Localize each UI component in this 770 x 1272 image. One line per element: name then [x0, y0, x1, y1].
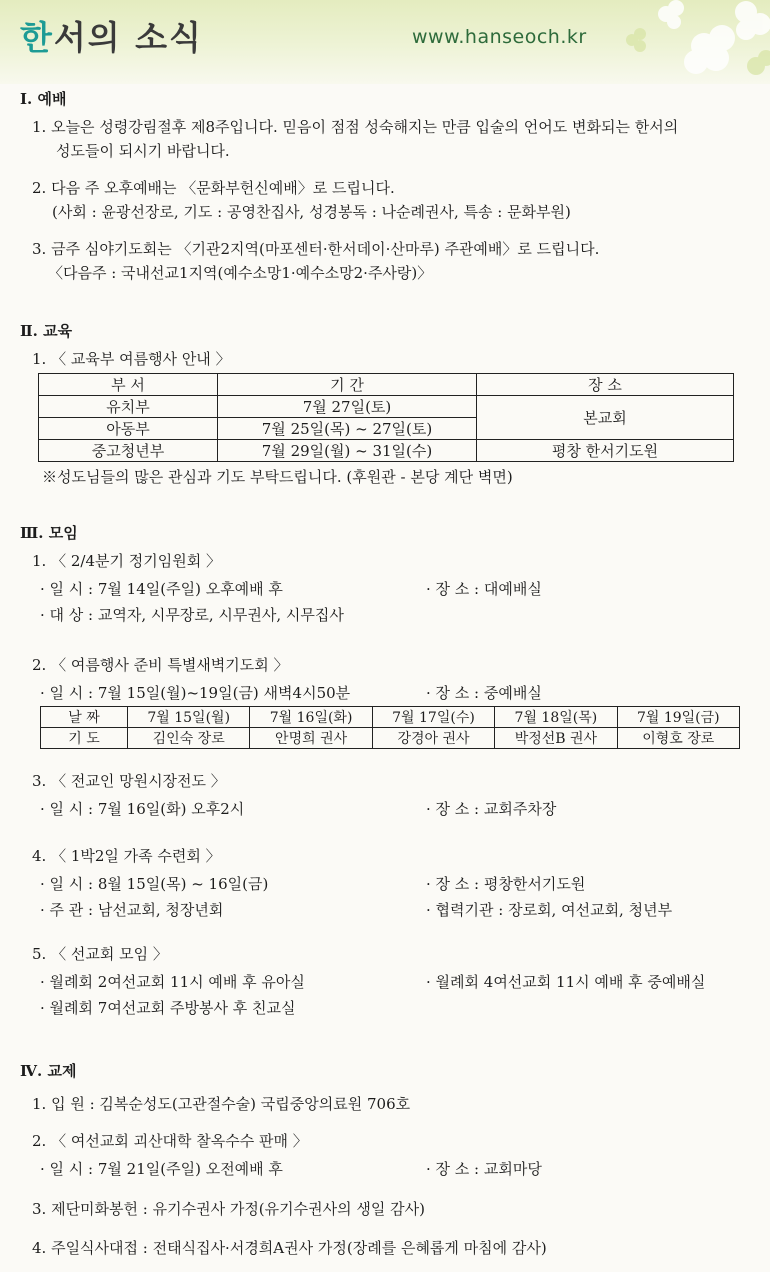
- page-header: [0, 0, 770, 84]
- leader-cell: 안명희 권사: [250, 728, 372, 749]
- meeting-1-place: · 장 소 : 대예배실: [426, 580, 542, 598]
- education-item-1: 1. 〈 교육부 여름행사 안내 〉: [32, 350, 231, 368]
- header-place: 장 소: [477, 374, 734, 396]
- fellowship-item-4: 4. 주일식사대접 : 전태식집사·서경희A권사 가정(장례를 은혜롭게 마침에 감사): [32, 1239, 547, 1257]
- row-place-merged: 본교회: [477, 396, 734, 440]
- worship-item-2-line-2: (사회 : 윤광선장로, 기도 : 공영찬집사, 성경봉독 : 나순례권사, 특송 : 문화부원): [52, 203, 571, 221]
- education-note: ※성도님들의 많은 관심과 기도 부탁드립니다. (후원관 - 본당 계단 벽면): [42, 468, 513, 486]
- meeting-5-title: 5. 〈 선교회 모임 〉: [32, 945, 168, 963]
- table-header-row: [39, 374, 734, 396]
- meeting-2-title: 2. 〈 여름행사 준비 특별새벽기도회 〉: [32, 656, 289, 674]
- meeting-1-date: · 일 시 : 7월 14일(주일) 오후예배 후: [40, 580, 283, 598]
- title-rest: 서의 소식: [53, 18, 203, 57]
- row-dept: 아동부: [39, 418, 218, 440]
- section-worship-title: Ⅰ. 예배: [20, 90, 67, 108]
- website-url[interactable]: www.hanseoch.kr: [412, 26, 587, 48]
- fellowship-item-2-date: · 일 시 : 7월 21일(주일) 오전예배 후: [40, 1160, 283, 1178]
- row-period: 7월 27일(토): [218, 396, 477, 418]
- meeting-3-title: 3. 〈 전교인 망원시장전도 〉: [32, 772, 226, 790]
- meeting-2-place: · 장 소 : 중예배실: [426, 684, 542, 702]
- meeting-4-place: · 장 소 : 평창한서기도원: [426, 875, 586, 893]
- dates-label: 날 짜: [41, 707, 128, 728]
- fellowship-item-1: 1. 입 원 : 김복순성도(고관절수술) 국립중앙의료원 706호: [32, 1095, 411, 1113]
- row-place: 평창 한서기도원: [477, 440, 734, 462]
- clover-decoration-icon: [596, 0, 770, 84]
- row-period: 7월 25일(목) ~ 27일(토): [218, 418, 477, 440]
- meeting-5-item-a: · 월례회 2여선교회 11시 예배 후 유아실: [40, 973, 305, 991]
- leader-cell: 박정선B 권사: [495, 728, 617, 749]
- table-row: [39, 396, 734, 418]
- meeting-1-target: · 대 상 : 교역자, 시무장로, 시무권사, 시무집사: [40, 606, 344, 624]
- meeting-4-cooperation: · 협력기관 : 장로회, 여선교회, 청년부: [426, 901, 673, 919]
- table-row: [39, 440, 734, 462]
- fellowship-item-3: 3. 제단미화봉헌 : 유기수권사 가정(유기수권사의 생일 감사): [32, 1200, 425, 1218]
- section-meetings-title: Ⅲ. 모임: [20, 524, 78, 542]
- dawn-prayer-table: [40, 706, 740, 749]
- meeting-5-item-c: · 월례회 7여선교회 주방봉사 후 친교실: [40, 999, 296, 1017]
- table-row: [41, 707, 740, 728]
- meeting-3-date: · 일 시 : 7월 16일(화) 오후2시: [40, 800, 245, 818]
- education-schedule-table: [38, 373, 734, 462]
- worship-item-1-line-2: 성도들이 되시기 바랍니다.: [56, 142, 230, 160]
- table-row: [41, 728, 740, 749]
- meeting-4-date: · 일 시 : 8월 15일(목) ~ 16일(금): [40, 875, 269, 893]
- meeting-4-host: · 주 관 : 남선교회, 청장년회: [40, 901, 224, 919]
- fellowship-item-2-title: 2. 〈 여선교회 괴산대학 찰옥수수 판매 〉: [32, 1132, 308, 1150]
- row-dept: 중고청년부: [39, 440, 218, 462]
- meeting-4-title: 4. 〈 1박2일 가족 수련회 〉: [32, 847, 221, 865]
- row-period: 7월 29일(월) ~ 31일(수): [218, 440, 477, 462]
- date-cell: 7월 16일(화): [250, 707, 372, 728]
- meeting-2-date: · 일 시 : 7월 15일(월)~19일(금) 새벽4시50분: [40, 684, 351, 702]
- header-period: 기 간: [218, 374, 477, 396]
- fellowship-item-2-place: · 장 소 : 교회마당: [426, 1160, 542, 1178]
- date-cell: 7월 15일(월): [128, 707, 250, 728]
- leader-cell: 김인숙 장로: [128, 728, 250, 749]
- leader-cell: 강경아 권사: [372, 728, 494, 749]
- date-cell: 7월 19일(금): [617, 707, 739, 728]
- worship-item-2-line-1: 2. 다음 주 오후예배는 〈문화부헌신예배〉로 드립니다.: [32, 179, 395, 197]
- page-title: [20, 12, 203, 59]
- meeting-1-title: 1. 〈 2/4분기 정기임원회 〉: [32, 552, 221, 570]
- meeting-5-item-b: · 월례회 4여선교회 11시 예배 후 중예배실: [426, 973, 706, 991]
- leader-cell: 이형호 장로: [617, 728, 739, 749]
- leaders-label: 기 도: [41, 728, 128, 749]
- meeting-3-place: · 장 소 : 교회주차장: [426, 800, 557, 818]
- worship-item-3-line-2: 〈다음주 : 국내선교1지역(예수소망1·예수소망2·주사랑)〉: [48, 264, 433, 282]
- header-dept: 부 서: [39, 374, 218, 396]
- date-cell: 7월 17일(수): [372, 707, 494, 728]
- worship-item-1-line-1: 1. 오늘은 성령강림절후 제8주입니다. 믿음이 점점 성숙해지는 만큼 입술의 언어도 변화되는 한서의: [32, 118, 679, 136]
- section-education-title: Ⅱ. 교육: [20, 322, 73, 340]
- title-first-char: 한: [20, 18, 54, 57]
- date-cell: 7월 18일(목): [495, 707, 617, 728]
- section-fellowship-title: Ⅳ. 교제: [20, 1062, 77, 1080]
- worship-item-3-line-1: 3. 금주 심야기도회는 〈기관2지역(마포센터·한서데이·산마루) 주관예배〉로 드립니다.: [32, 240, 600, 258]
- row-dept: 유치부: [39, 396, 218, 418]
